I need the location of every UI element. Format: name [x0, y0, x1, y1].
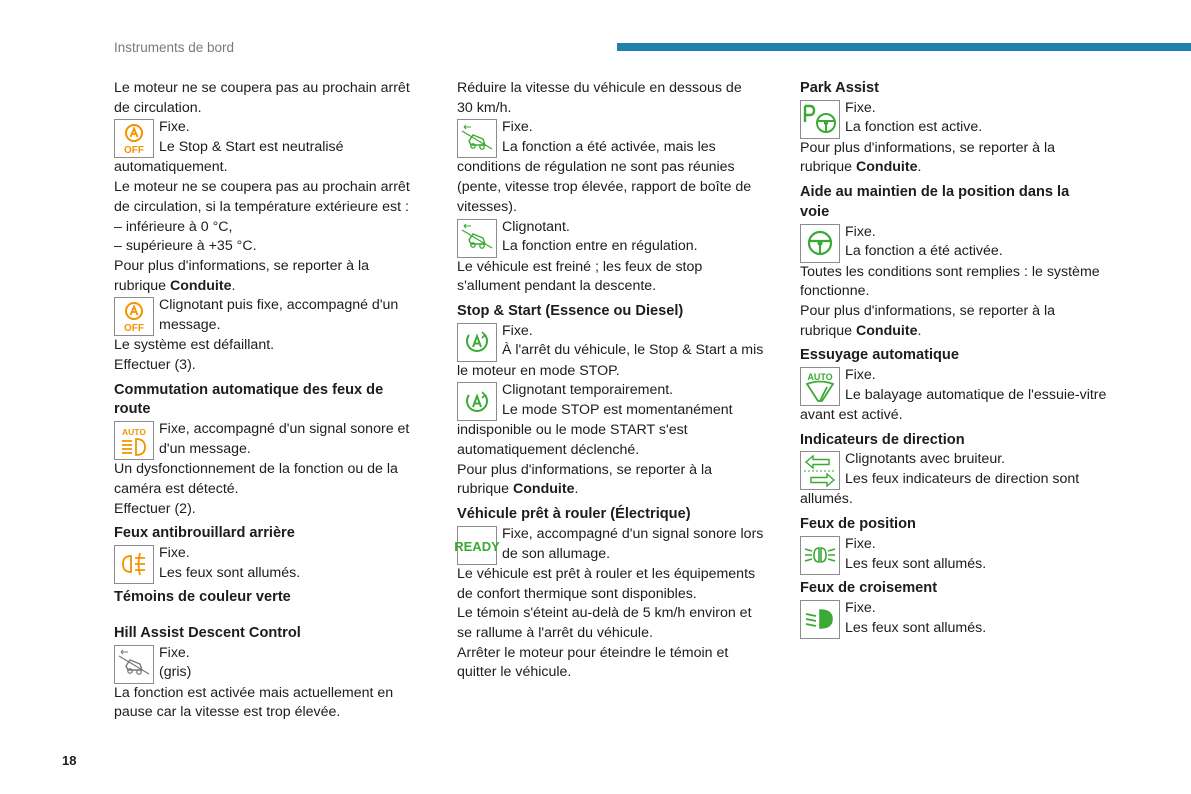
text-line: Le véhicule est prêt à rouler et les équipements	[457, 565, 756, 582]
text-line: Pour plus d'informations, se reporter à la	[114, 257, 370, 274]
text-line: de son allumage.	[502, 545, 611, 562]
text-line: Fixe, accompagné d'un signal sonore lors	[502, 525, 764, 542]
section-title: Feux de croisement	[800, 580, 938, 597]
section-title: Véhicule prêt à rouler (Électrique)	[457, 506, 691, 523]
section-title: Feux de position	[800, 516, 916, 533]
text-line: de confort thermique sont disponibles.	[457, 585, 697, 602]
text-line: pause car la vitesse est trop élevée.	[114, 704, 341, 721]
text-line: le moteur en mode STOP.	[457, 362, 620, 379]
text-line: Clignotant puis fixe, accompagné d'un	[159, 297, 399, 314]
text-line: Pour plus d'informations, se reporter à la	[800, 302, 1056, 319]
stop-start-icon	[457, 382, 497, 421]
section-title: Commutation automatique des feux de route	[114, 381, 384, 418]
hill-descent-icon	[114, 645, 154, 684]
reference-line: rubrique Conduite.	[800, 322, 922, 339]
ready-icon	[454, 526, 500, 565]
hill-descent-fixed-entry	[457, 118, 779, 157]
text-line: – supérieure à +35 °C.	[114, 238, 257, 255]
running-header: Instruments de bord	[114, 40, 235, 55]
auto-high-beam-entry	[114, 420, 432, 459]
column-3	[800, 79, 1125, 639]
text-line: Les feux indicateurs de direction sont	[845, 471, 1080, 488]
stop-start-fixed-entry	[457, 322, 779, 361]
text-line: Fixe.	[502, 322, 533, 339]
text-line: avant est activé.	[800, 407, 903, 424]
section-title: Feux antibrouillard arrière	[114, 525, 295, 542]
text-line: Le balayage automatique de l'essuie-vitre	[845, 386, 1107, 403]
section-title: Stop & Start (Essence ou Diesel)	[457, 302, 684, 319]
section-title: Park Assist	[800, 80, 879, 96]
text-line: Effectuer (3).	[114, 357, 196, 374]
reference-conduite: Conduite	[856, 322, 918, 339]
text-line: Fixe.	[159, 119, 190, 136]
text-line: Fixe.	[845, 223, 876, 240]
low-beam-icon	[800, 600, 840, 639]
text-line: Un dysfonctionnement de la fonction ou de la	[114, 461, 398, 478]
section-title: Essuyage automatique	[800, 347, 959, 364]
section-title: Témoins de couleur verte	[114, 589, 291, 606]
text-line: – inférieure à 0 °C,	[114, 218, 233, 235]
text-line: indisponible ou le mode START s'est	[457, 422, 688, 439]
turn-signal-entry	[800, 450, 1125, 489]
svg-text:OFF: OFF	[124, 144, 144, 156]
text-line: Fixe.	[845, 599, 876, 616]
auto-high-beam-icon	[114, 421, 154, 460]
reference-conduite: Conduite	[513, 481, 575, 498]
text-line: Fixe.	[845, 99, 876, 116]
ready-entry	[454, 525, 779, 564]
auto-wiper-icon-label: AUTO	[807, 371, 833, 382]
text-line: vitesses).	[457, 198, 517, 215]
text-line: automatiquement déclenché.	[457, 442, 640, 459]
text-line: Les feux sont allumés.	[159, 564, 301, 581]
text-line: de circulation.	[114, 99, 202, 116]
ready-icon-label: READY	[454, 539, 500, 555]
text-line: Fixe, accompagné d'un signal sonore et	[159, 421, 410, 438]
text-line: automatiquement.	[114, 159, 228, 176]
header-accent-bar	[617, 43, 1191, 51]
text-line: À l'arrêt du véhicule, le Stop & Start a mis	[502, 342, 764, 359]
text-line: Fixe.	[159, 644, 190, 661]
hill-descent-icon	[457, 119, 497, 158]
text-line: La fonction est active.	[845, 119, 983, 136]
park-assist-icon	[800, 100, 840, 139]
text-line: Le moteur ne se coupera pas au prochain arrêt	[114, 80, 410, 96]
stop-start-fault-entry	[114, 296, 432, 335]
text-line: message.	[159, 317, 221, 334]
stop-start-off-icon	[114, 119, 154, 158]
text-line: allumés.	[800, 491, 853, 508]
text-line: Les feux sont allumés.	[845, 555, 987, 572]
section-title: Aide au maintien de la position dans la voie	[800, 184, 1070, 220]
svg-text:AUTO: AUTO	[122, 426, 146, 437]
text-line: quitter le véhicule.	[457, 664, 572, 681]
hill-descent-icon	[457, 219, 497, 258]
text-line: La fonction a été activée.	[845, 243, 1003, 260]
text-line: caméra est détecté.	[114, 480, 239, 497]
reference-line: rubrique Conduite.	[800, 159, 922, 176]
text-line: La fonction est activée mais actuellement en	[114, 684, 394, 701]
text-line: Les feux sont allumés.	[845, 619, 987, 636]
steering-wheel-icon	[800, 224, 840, 263]
text-line: conditions de régulation ne sont pas réunies	[457, 159, 735, 176]
text-line: Pour plus d'informations, se reporter à la	[800, 139, 1056, 156]
text-line: Toutes les conditions sont remplies : le système	[800, 263, 1100, 280]
stop-start-off-icon	[114, 297, 154, 336]
text-line: (pente, vitesse trop élevée, rapport de boîte de	[457, 179, 752, 196]
reference-conduite: Conduite	[170, 277, 232, 294]
text-line: s'allument pendant la descente.	[457, 278, 657, 295]
text-line: Clignotants avec bruiteur.	[845, 451, 1006, 468]
position-lights-icon	[800, 536, 840, 575]
stop-start-icon	[457, 323, 497, 362]
stop-start-blink-entry	[457, 381, 779, 420]
column-1	[114, 79, 432, 723]
lane-keeping-entry	[800, 223, 1125, 262]
text-line: Le moteur ne se coupera pas au prochain arrêt	[114, 179, 410, 196]
text-line: Fixe.	[159, 544, 190, 561]
text-line: Le témoin s'éteint au-delà de 5 km/h environ et	[457, 605, 752, 622]
svg-text:OFF: OFF	[124, 322, 144, 334]
auto-wiper-icon	[800, 367, 840, 406]
section-title: Indicateurs de direction	[800, 431, 965, 448]
text-line: La fonction entre en régulation.	[502, 238, 698, 255]
low-beam-entry	[800, 599, 1125, 638]
text-line: (gris)	[159, 664, 192, 681]
auto-wiper-entry	[800, 366, 1125, 405]
rear-fog-entry	[114, 544, 432, 583]
text-line: Le système est défaillant.	[114, 337, 275, 354]
text-line: Le mode STOP est momentanément	[502, 402, 733, 419]
stop-start-neutralised-entry	[114, 118, 432, 157]
text-line: Le véhicule est freiné ; les feux de stop	[457, 258, 703, 275]
text-line: Fixe.	[845, 535, 876, 552]
text-line: Arrêter le moteur pour éteindre le témoin et	[457, 644, 729, 661]
park-assist-entry	[800, 99, 1125, 138]
text-line: fonctionne.	[800, 283, 870, 300]
hill-descent-grey-entry	[114, 644, 432, 683]
position-lights-entry	[800, 535, 1125, 574]
section-title: Hill Assist Descent Control	[114, 625, 301, 642]
page-number: 18	[62, 753, 77, 768]
text-line: Pour plus d'informations, se reporter à la	[457, 461, 713, 478]
text-line: se rallume à l'arrêt du véhicule.	[457, 624, 653, 641]
turn-signal-icon	[800, 451, 840, 490]
text-line: Réduire la vitesse du véhicule en dessous de	[457, 80, 742, 96]
text-line: Fixe.	[502, 119, 533, 136]
reference-conduite: Conduite	[856, 159, 918, 176]
text-line: Clignotant temporairement.	[502, 382, 674, 399]
text-line: La fonction a été activée, mais les	[502, 139, 716, 156]
reference-line: rubrique Conduite.	[114, 277, 236, 294]
hill-descent-blink-entry	[457, 218, 779, 257]
text-line: de circulation, si la température extérieure est :	[114, 198, 409, 215]
column-2	[454, 79, 779, 683]
text-line: d'un message.	[159, 440, 251, 457]
rear-fog-light-icon	[114, 545, 154, 584]
text-line: 30 km/h.	[457, 99, 512, 116]
text-line: Le Stop & Start est neutralisé	[159, 139, 344, 156]
reference-line: rubrique Conduite.	[457, 481, 579, 498]
text-line: Effectuer (2).	[114, 500, 196, 517]
text-line: Fixe.	[845, 367, 876, 384]
text-line: Clignotant.	[502, 218, 570, 235]
